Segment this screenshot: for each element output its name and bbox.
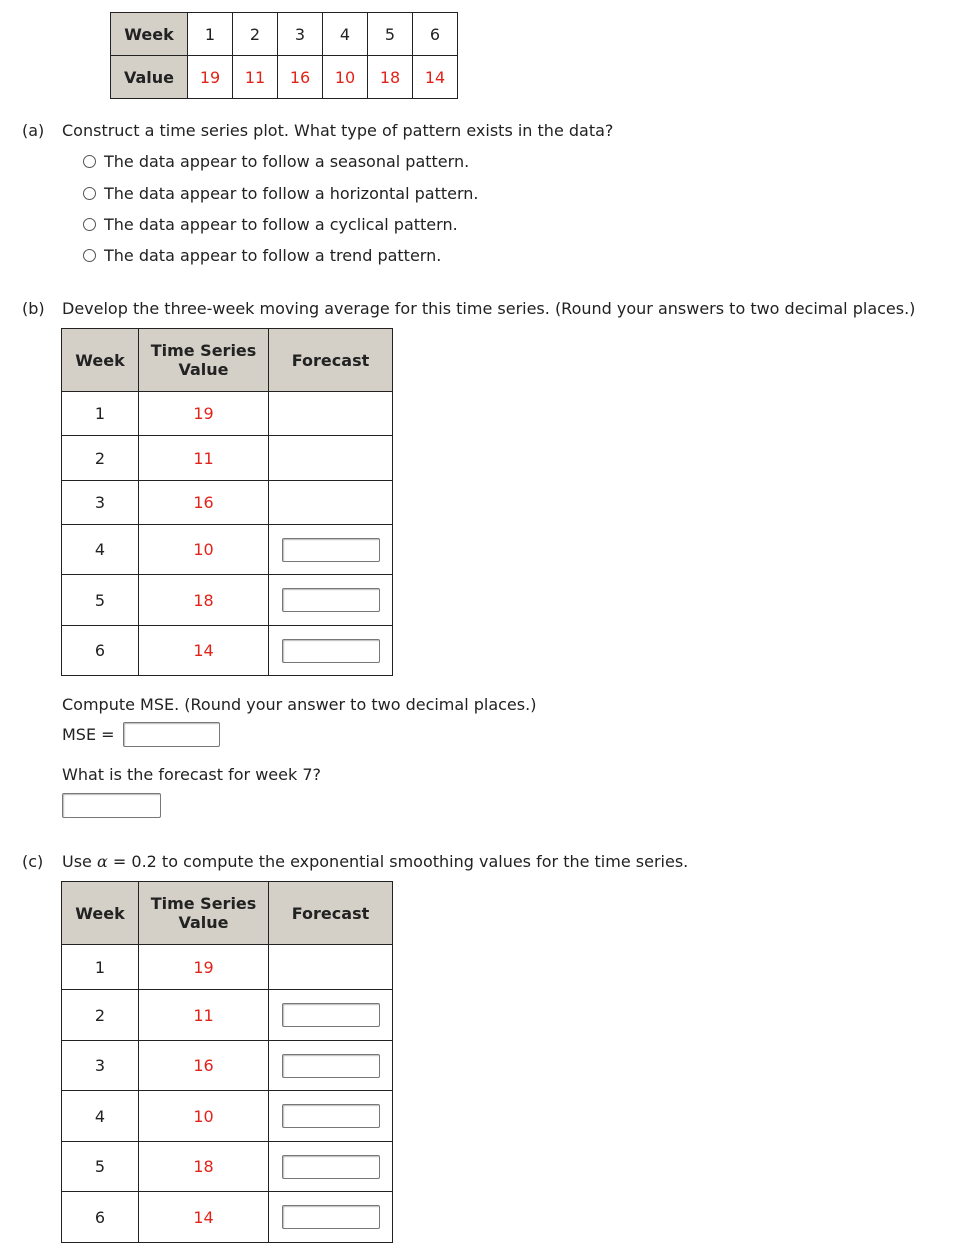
value-cell: 11 bbox=[139, 990, 269, 1041]
data-table bbox=[110, 12, 458, 99]
value-cell: 11 bbox=[139, 436, 269, 481]
value-column-header bbox=[139, 882, 269, 945]
exponential-smoothing-table bbox=[61, 881, 393, 1243]
table-header-row bbox=[62, 329, 393, 392]
value-cell: 18 bbox=[139, 1142, 269, 1192]
table-row bbox=[62, 525, 393, 575]
table-row bbox=[62, 575, 393, 626]
option-cyclical[interactable] bbox=[83, 214, 458, 234]
week-header: Week bbox=[111, 13, 188, 56]
table-row bbox=[62, 1091, 393, 1142]
table-row bbox=[62, 945, 393, 990]
week-cell: 3 bbox=[62, 481, 139, 525]
value-header-line1: Time Series bbox=[150, 894, 257, 913]
week-column-header: Week bbox=[62, 329, 139, 392]
week7-prompt: What is the forecast for week 7? bbox=[62, 765, 322, 784]
week-column-header: Week bbox=[62, 882, 139, 945]
value-cell: 10 bbox=[323, 56, 368, 99]
value-cell: 19 bbox=[139, 945, 269, 990]
value-cell: 19 bbox=[139, 392, 269, 436]
week7-forecast-input[interactable] bbox=[62, 793, 161, 818]
week-cell: 4 bbox=[323, 13, 368, 56]
option-trend[interactable] bbox=[83, 245, 441, 265]
value-header-line2: Value bbox=[178, 360, 229, 379]
forecast-input[interactable] bbox=[282, 1205, 380, 1229]
radio-button[interactable] bbox=[83, 187, 96, 200]
table-header-row bbox=[62, 882, 393, 945]
part-b-question: Develop the three-week moving average for this time series. (Round your answers to two decimal places.) bbox=[62, 299, 916, 318]
week-cell: 5 bbox=[368, 13, 413, 56]
forecast-cell bbox=[269, 1192, 393, 1243]
table-row bbox=[62, 1142, 393, 1192]
value-cell: 14 bbox=[139, 1192, 269, 1243]
value-cell: 14 bbox=[139, 626, 269, 676]
forecast-cell bbox=[269, 575, 393, 626]
forecast-cell bbox=[269, 990, 393, 1041]
value-column-header bbox=[139, 329, 269, 392]
week-cell: 1 bbox=[62, 392, 139, 436]
value-cell: 19 bbox=[188, 56, 233, 99]
value-cell: 16 bbox=[278, 56, 323, 99]
week-cell: 2 bbox=[62, 436, 139, 481]
part-b-label: (b) bbox=[22, 299, 45, 318]
table-row bbox=[62, 1041, 393, 1091]
value-cell: 10 bbox=[139, 525, 269, 575]
forecast-cell bbox=[269, 1041, 393, 1091]
option-label: The data appear to follow a cyclical pattern. bbox=[104, 214, 458, 234]
forecast-cell bbox=[269, 436, 393, 481]
question-rest: = 0.2 to compute the exponential smoothing values for the time series. bbox=[112, 852, 689, 871]
radio-button[interactable] bbox=[83, 155, 96, 168]
radio-button[interactable] bbox=[83, 218, 96, 231]
value-cell: 14 bbox=[413, 56, 458, 99]
forecast-input[interactable] bbox=[282, 588, 380, 612]
week-cell: 1 bbox=[62, 945, 139, 990]
week-cell: 5 bbox=[62, 575, 139, 626]
value-header-line1: Time Series bbox=[150, 341, 257, 360]
alpha-symbol: α bbox=[96, 852, 108, 871]
table-row bbox=[62, 392, 393, 436]
value-header-line2: Value bbox=[178, 913, 229, 932]
forecast-input[interactable] bbox=[282, 1003, 380, 1027]
value-cell: 16 bbox=[139, 1041, 269, 1091]
part-c-label: (c) bbox=[22, 852, 44, 871]
mse-prompt: Compute MSE. (Round your answer to two decimal places.) bbox=[62, 695, 537, 714]
option-label: The data appear to follow a horizontal pattern. bbox=[104, 183, 479, 203]
value-header: Value bbox=[111, 56, 188, 99]
forecast-cell bbox=[269, 525, 393, 575]
moving-average-table bbox=[61, 328, 393, 676]
forecast-cell bbox=[269, 626, 393, 676]
week-cell: 5 bbox=[62, 1142, 139, 1192]
week-row bbox=[111, 13, 458, 56]
week-cell: 4 bbox=[62, 525, 139, 575]
option-label: The data appear to follow a seasonal pattern. bbox=[104, 151, 470, 171]
week-cell: 6 bbox=[62, 626, 139, 676]
part-a-label: (a) bbox=[22, 121, 45, 140]
value-cell: 18 bbox=[139, 575, 269, 626]
table-row bbox=[62, 1192, 393, 1243]
value-row bbox=[111, 56, 458, 99]
table-row bbox=[62, 626, 393, 676]
value-cell: 11 bbox=[233, 56, 278, 99]
radio-button[interactable] bbox=[83, 249, 96, 262]
forecast-cell bbox=[269, 481, 393, 525]
mse-input[interactable] bbox=[123, 722, 220, 747]
option-label: The data appear to follow a trend pattern. bbox=[104, 245, 442, 265]
forecast-column-header: Forecast bbox=[269, 329, 393, 392]
forecast-cell bbox=[269, 392, 393, 436]
forecast-column-header: Forecast bbox=[269, 882, 393, 945]
option-seasonal[interactable] bbox=[83, 151, 469, 171]
week-cell: 6 bbox=[413, 13, 458, 56]
forecast-input[interactable] bbox=[282, 639, 380, 663]
table-row bbox=[62, 481, 393, 525]
forecast-input[interactable] bbox=[282, 1104, 380, 1128]
value-cell: 16 bbox=[139, 481, 269, 525]
question-prefix: Use bbox=[62, 852, 92, 871]
week-cell: 1 bbox=[188, 13, 233, 56]
table-row bbox=[62, 436, 393, 481]
table-row bbox=[62, 990, 393, 1041]
option-horizontal[interactable] bbox=[83, 183, 478, 203]
value-cell: 10 bbox=[139, 1091, 269, 1142]
forecast-cell bbox=[269, 1091, 393, 1142]
week-cell: 6 bbox=[62, 1192, 139, 1243]
forecast-cell bbox=[269, 1142, 393, 1192]
mse-label: MSE = bbox=[62, 725, 115, 744]
forecast-cell bbox=[269, 945, 393, 990]
week-cell: 2 bbox=[233, 13, 278, 56]
week-cell: 3 bbox=[62, 1041, 139, 1091]
week-cell: 4 bbox=[62, 1091, 139, 1142]
forecast-input[interactable] bbox=[282, 1155, 380, 1179]
forecast-input[interactable] bbox=[282, 1054, 380, 1078]
part-a-question: Construct a time series plot. What type of pattern exists in the data? bbox=[62, 121, 614, 140]
week-cell: 3 bbox=[278, 13, 323, 56]
week-cell: 2 bbox=[62, 990, 139, 1041]
value-cell: 18 bbox=[368, 56, 413, 99]
part-c-question bbox=[62, 852, 688, 871]
forecast-input[interactable] bbox=[282, 538, 380, 562]
